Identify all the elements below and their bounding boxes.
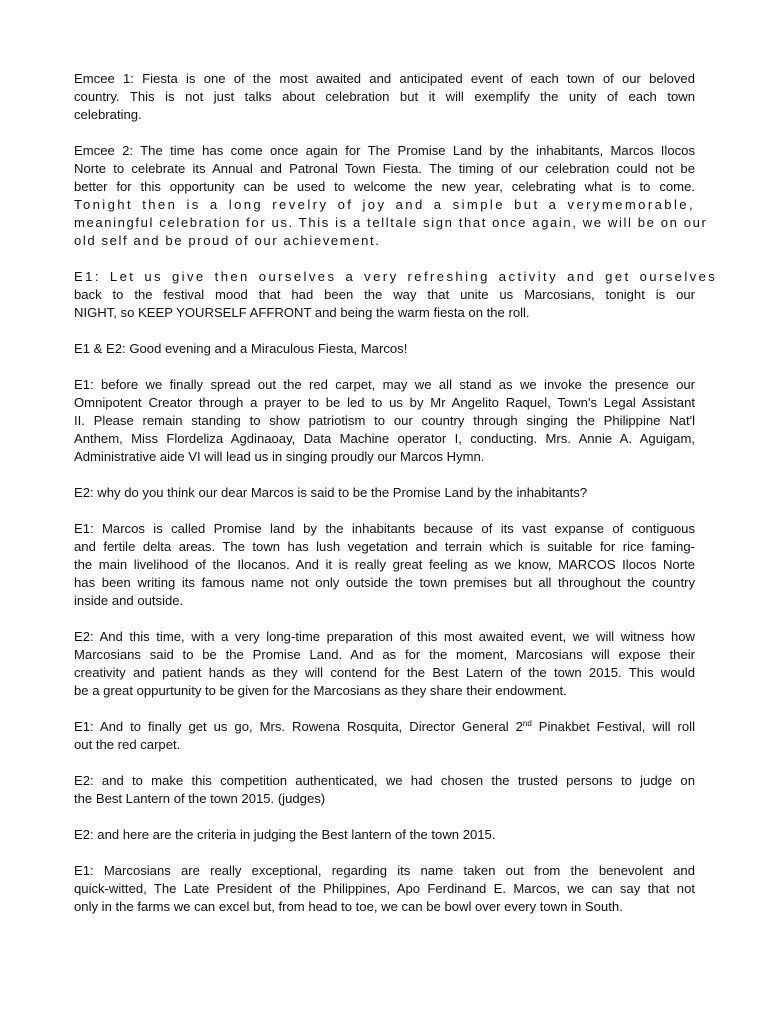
text-line: Tonight then is a long revelry of joy and a simple but a verymemorable, xyxy=(74,197,695,212)
text-line: Emcee 2: The time has come once again for The Promise Land by the inhabitants, Marcos Ilocos xyxy=(74,143,695,158)
text-line: the main livelihood of the Ilocanos. And it is really great feeling as we know, MARCOS Ilocos Norte xyxy=(74,557,695,572)
text-line: Emcee 1: Fiesta is one of the most awaited and anticipated event of each town of our beloved xyxy=(74,71,695,86)
text-line: E2: And this time, with a very long-time preparation of this most awaited event, we will witness how xyxy=(74,629,695,644)
text-line: quick-witted, The Late President of the Philippines, Apo Ferdinand E. Marcos, we can say that not xyxy=(74,881,695,896)
paragraph-e1-red-carpet xyxy=(74,718,695,754)
text-line: be a great oppurtunity to be given for the Marcosians as they share their endowment. xyxy=(74,683,567,698)
text-line: only in the farms we can excel but, from head to toe, we can be bowl over every town in South. xyxy=(74,899,623,914)
document-page xyxy=(74,70,718,934)
text-line: back to the festival mood that had been the way that unite us Marcosians, tonight is our xyxy=(74,287,695,302)
text-line: better for this opportunity can be used to welcome the new year, celebrating what is to come. xyxy=(74,179,695,194)
ordinal-suffix: nd xyxy=(522,719,532,728)
text-line: Administrative aide VI will lead us in singing proudly our Marcos Hymn. xyxy=(74,449,485,464)
text-line: inside and outside. xyxy=(74,593,184,608)
text-line: creativity and patient hands as they will contend for the Best Latern of the town 2015. This would xyxy=(74,665,695,680)
text-line: II. Please remain standing to show patriotism to our country through singing the Philippine Nat'l xyxy=(74,413,695,428)
text-line: celebrating. xyxy=(74,107,142,122)
paragraph-e2-judges xyxy=(74,772,695,808)
text-line: Omnipotent Creator through a prayer to be led to us by Mr Angelito Raquel, Town's Legal Assistant xyxy=(74,395,695,410)
text-line: E1: Let us give then ourselves a very refreshing activity and get ourselves xyxy=(74,269,718,284)
text-line: Anthem, Miss Flordeliza Agdinaoay, Data Machine operator I, conducting. Mrs. Annie A. Aguigam, xyxy=(74,431,695,446)
text-line: and fertile delta areas. The town has lush vegetation and terrain which is suitable for rice faming- xyxy=(74,539,695,554)
text-line: E2: and here are the criteria in judging the Best lantern of the town 2015. xyxy=(74,827,496,842)
paragraph-e2-preparation xyxy=(74,628,695,700)
paragraph-emcee2-intro xyxy=(74,142,708,250)
text-line: E1 & E2: Good evening and a Miraculous Fiesta, Marcos! xyxy=(74,341,408,356)
paragraph-e1-invocation xyxy=(74,376,695,466)
text-line: Norte to celebrate its Annual and Patronal Town Fiesta. The timing of our celebration could not be xyxy=(74,161,695,176)
paragraph-e2-question xyxy=(74,484,695,502)
paragraph-greeting xyxy=(74,340,695,358)
text-line: E1: Marcos is called Promise land by the inhabitants because of its vast expanse of contiguous xyxy=(74,521,695,536)
text-line: meaningful celebration for us. This is a telltale sign that once again, we will be on our xyxy=(74,215,708,230)
text-line: E1: before we finally spread out the red carpet, may we all stand as we invoke the presence our xyxy=(74,377,695,392)
text-line: E2: why do you think our dear Marcos is said to be the Promise Land by the inhabitants? xyxy=(74,485,588,500)
text-line: E2: and to make this competition authenticated, we had chosen the trusted persons to judge on xyxy=(74,773,695,788)
text-line: old self and be proud of our achievement. xyxy=(74,233,381,248)
text-segment: E1: And to finally get us go, Mrs. Rowena Rosquita, Director General 2 xyxy=(74,719,523,734)
text-line: E1: Marcosians are really exceptional, regarding its name taken out from the benevolent and xyxy=(74,863,695,878)
text-line: has been writing its famous name not only outside the town premises but all throughout the country xyxy=(74,575,695,590)
paragraph-e2-criteria xyxy=(74,826,695,844)
text-line xyxy=(74,718,695,736)
text-line: out the red carpet. xyxy=(74,737,181,752)
text-line: the Best Lantern of the town 2015. (judges) xyxy=(74,791,326,806)
text-line: Marcosians said to be the Promise Land. And as for the moment, Marcosians will expose their xyxy=(74,647,695,662)
paragraph-e1-exceptional xyxy=(74,862,695,916)
paragraph-e1-promise-land xyxy=(74,520,695,610)
paragraph-e1-refreshing xyxy=(74,268,718,322)
text-line: country. This is not just talks about celebration but it will exemplify the unity of each town xyxy=(74,89,695,104)
text-segment: Pinakbet Festival, will roll xyxy=(531,719,695,734)
paragraph-emcee1-intro xyxy=(74,70,695,124)
text-line: NIGHT, so KEEP YOURSELF AFFRONT and being the warm fiesta on the roll. xyxy=(74,305,530,320)
